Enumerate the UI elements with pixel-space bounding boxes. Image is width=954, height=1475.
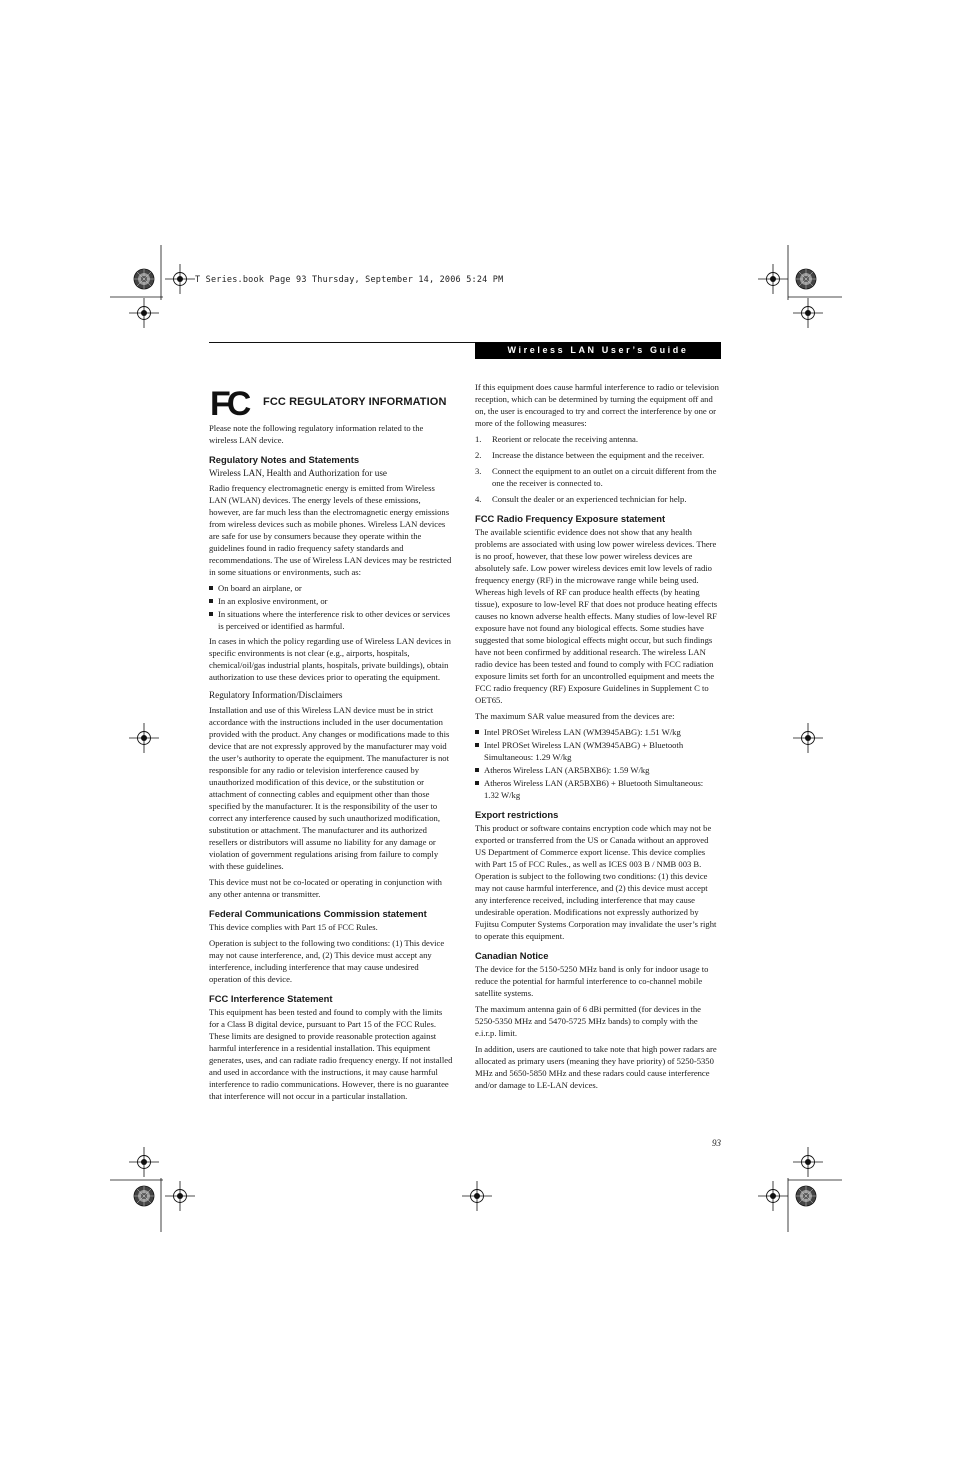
list-number: 2. [475,450,482,460]
interference-continued-paragraph: If this equipment does cause harmful interference to radio or television reception, which can be determined by turning the equipment off and on, the user is encouraged to try and correct the interference by one or more of the following measures: [475,382,719,428]
colocation-paragraph: This device must not be co-located or operating in conjunction with any other antenna or transmitter. [209,877,442,899]
page-title: FCC REGULATORY INFORMATION [263,396,447,408]
policy-paragraph: In cases in which the policy regarding use of Wireless LAN devices in specific environments is not clear (e.g., airports, hospitals, chemical/oil/gas industrial plants, hospitals, private buildings), obtain authorization to use these devices prior to operating the equipment. [209,636,451,682]
list-item: 3. Connect the equipment to an outlet on a circuit different from the one the receiver is connected to. [475,466,717,488]
measures-list [475,433,719,505]
canadian-paragraph-1: The device for the 5150-5250 MHz band is only for indoor usage to reduce the potential for harmful interference to co-channel mobile satellite systems. [475,964,709,998]
section-title-row [209,385,453,419]
list-item: 1. Reorient or relocate the receiving antenna. [475,434,639,444]
fcc-statement-heading: Federal Communications Commission statement [209,908,427,919]
list-item: Intel PROSet Wireless LAN (WM3945ABG) + Bluetooth Simultaneous: 1.29 W/kg [475,739,719,763]
list-item: In situations where the interference risk to other devices or services is perceived or identified as harmful. [209,608,453,632]
interference-heading: FCC Interference Statement [209,993,333,1004]
export-heading: Export restrictions [475,809,559,820]
disclaimers-heading: Regulatory Information/Disclaimers [209,690,343,700]
list-item: Atheros Wireless LAN (AR5BXB6): 1.59 W/kg [475,764,719,776]
rf-exposure-heading: FCC Radio Frequency Exposure statement [475,513,666,524]
canadian-heading: Canadian Notice [475,950,549,961]
list-item: On board an airplane, or [209,582,453,594]
rf-exposure-paragraph: The available scientific evidence does not show that any health problems are associated with using low power wireless devices. There is no proof, however, that these low power wireless devices are absolutely safe. Low power wireless devices emit low levels of radio frequency energy (RF) in the microwave range while being used. Whereas high levels of RF can produce health effects (by heating tissue), exposure to low-level RF that does not produce heating effects causes no known adverse health effects. Many studies of low-level RF exposure have not found any biological effects. Some studies have suggested that some biological effects might occur, but such findings have not been confirmed by additional research. The wireless LAN radio device has been tested and found to comply with FCC radiation exposure limits set forth for an uncontrolled equipment and meets the FCC radio frequency (RF) Exposure Guidelines in Supplement C to OET65. [475,527,718,705]
fcc-logo-icon [209,385,255,419]
intro-paragraph: Please note the following regulatory information related to the wireless LAN device. [209,423,424,445]
left-column [209,385,453,1106]
right-column [475,381,719,1095]
canadian-paragraph-3: In addition, users are cautioned to take note that high power radars are allocated as primary users (meaning they have priority) of 5250-5350 MHz and 5650-5850 MHz and these radars could cause interference and/or damage to LE-LAN devices. [475,1044,717,1090]
list-item: 4. Consult the dealer or an experienced technician for help. [475,494,687,504]
regulatory-notes-paragraph: Radio frequency electromagnetic energy is emitted from Wireless LAN (WLAN) devices. The energy levels of these emissions, however, are far much less than the electromagnetic energy emissions from wireless devices such as mobile phones. Wireless LAN devices are safe for use by consumers because they operate within the guidelines found in radio frequency safety standards and recommendations. The use of Wireless LAN devices may be restricted in some situations or environments, such as: [209,483,452,577]
canadian-paragraph-2: The maximum antenna gain of 6 dBi permitted (for devices in the 5250-5350 MHz and 5470-5725 MHz bands) to comply with the e.i.r.p. limit. [475,1004,701,1038]
interference-paragraph: This equipment has been tested and found to comply with the limits for a Class B digital device, pursuant to Part 15 of the FCC Rules. These limits are designed to provide reasonable protection against harmful interference in a residential installation. This equipment generates, uses, and can radiate radio frequency energy. If not installed and used in accordance with the instructions, it may cause harmful interference to radio communications. However, there is no guarantee that interference will not occur in a particular installation. [209,1007,453,1101]
list-number: 3. [475,466,482,476]
print-slug: T Series.book Page 93 Thursday, September 14, 2006 5:24 PM [195,275,504,285]
fcc-statement-paragraph-2: Operation is subject to the following two conditions: (1) This device may not cause interference, and, (2) This device must accept any interference, including interference that may cause undesired operation of this device. [209,938,445,984]
list-item: Atheros Wireless LAN (AR5BXB6) + Bluetooth Simultaneous: 1.32 W/kg [475,777,719,801]
list-number: 1. [475,434,482,444]
fcc-statement-paragraph-1: This device complies with Part 15 of FCC Rules. [209,922,378,932]
regulatory-notes-heading: Regulatory Notes and Statements [209,454,360,465]
export-paragraph: This product or software contains encryption code which may not be exported or transferred from the US or Canada without an approved US Department of Commerce export license. This device complies with Part 15 of FCC Rules., as well as ICES 003 B / NMB 003 B. Operation is subject to the following two conditions: (1) this device may not cause harmful interference, and (2) this device must accept any interference received, including interference that may cause undesirable operation. Modifications not expressly authorized by Fujitsu Computer Systems Corporation may invalidate the user’s right to operate this equipment. [475,823,717,941]
header-banner: Wireless LAN User’s Guide [475,342,721,359]
disclaimers-paragraph: Installation and use of this Wireless LAN device must be in strict accordance with the instructions included in the user documentation provided with the product. Any changes or modifications made to this device that are not expressly approved by the manufacturer may void the user’s authority to operate the equipment. The manufacturer is not responsible for any radio or television interference caused by unauthorized modification of this device, or the substitution or attachment of connecting cables and equipment other than those specified by the manufacturer. It is the responsibility of the user to correct any interference caused by such unauthorized modification, substitution or attachment. The manufacturer and its authorized resellers or distributors will assume no liability for any damage or violation of government regulations arising from failure to comply with these guidelines. [209,705,450,871]
sar-list [475,726,719,801]
sar-intro-paragraph: The maximum SAR value measured from the devices are: [475,711,675,721]
page-number: 93 [712,1138,721,1148]
list-item: In an explosive environment, or [209,595,453,607]
restriction-list [209,582,453,632]
list-number: 4. [475,494,482,504]
list-item: Intel PROSet Wireless LAN (WM3945ABG): 1.51 W/kg [475,726,719,738]
fcc-logo-text: FC [210,385,248,419]
regulatory-notes-subheading: Wireless LAN, Health and Authorization for use [209,468,387,478]
list-item: 2. Increase the distance between the equipment and the receiver. [475,450,705,460]
